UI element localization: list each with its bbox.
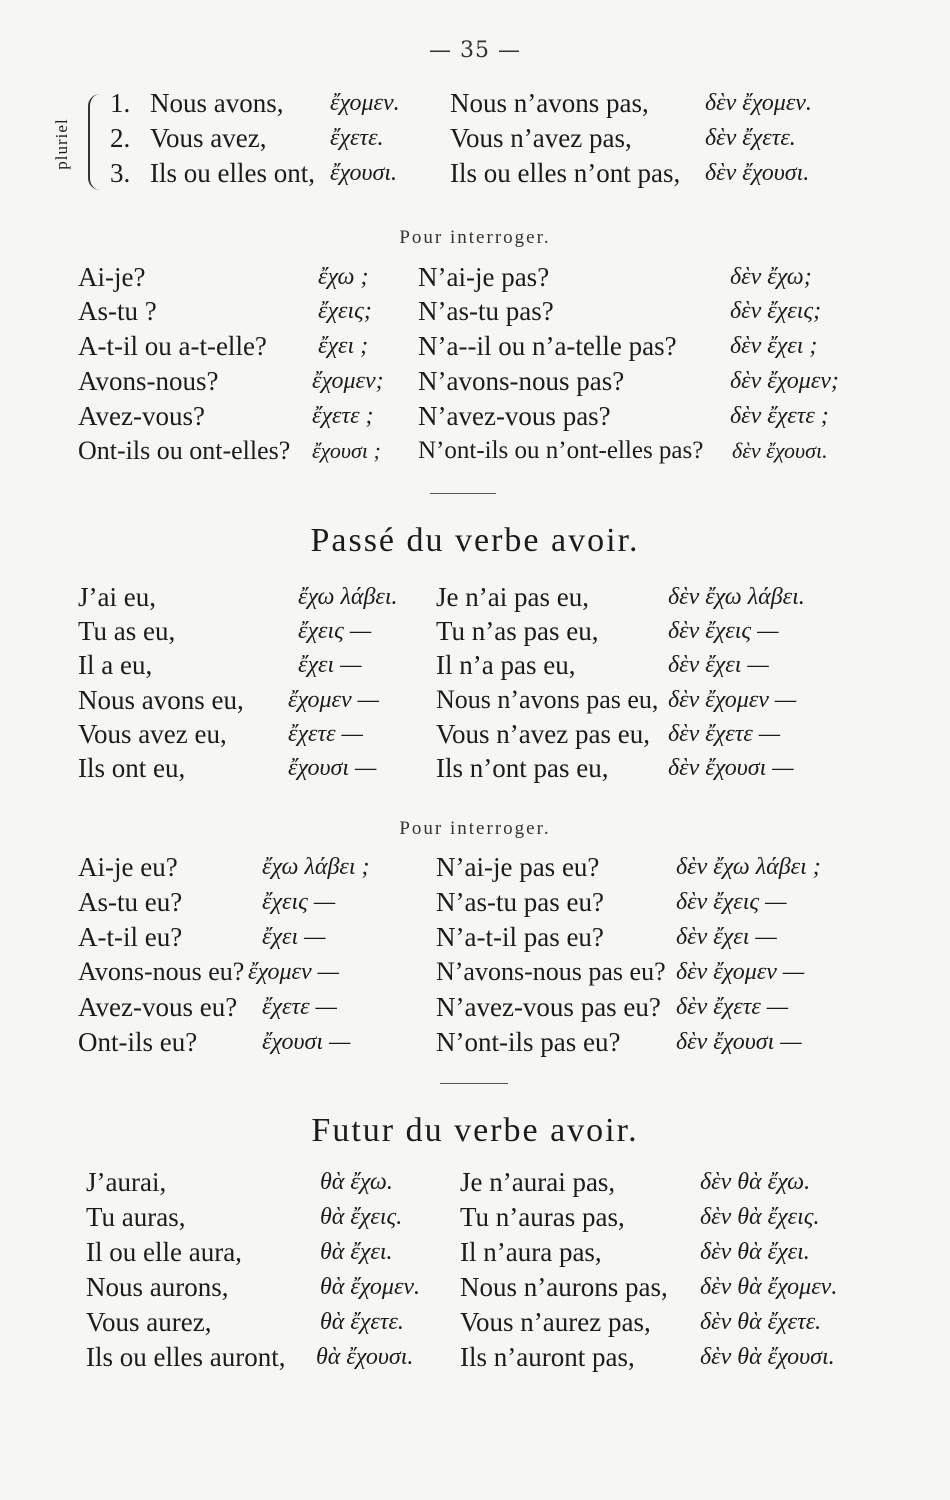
row-number: 2. [110,123,131,153]
greek-negative: δὲν ἔχετε. [705,125,796,151]
french-negative: Tu n’as pas eu, [436,616,599,646]
greek-negative: δὲν ἔχομεν — [668,687,797,713]
french-negative-question: N’a--il ou n’a-telle pas? [418,331,677,361]
section-divider [440,1083,508,1084]
french-form: Ils ou elles ont, [150,158,315,188]
french-form: Nous avons eu, [78,685,244,715]
greek-form: θὰ ἔχουσι. [316,1344,414,1370]
greek-form: ἔχετε. [330,125,384,151]
interrogation-row [0,434,950,468]
greek-form: θὰ ἔχει. [320,1239,393,1265]
present-row [0,86,950,120]
french-question: Ai-je? [78,262,146,292]
french-negative: Il n’aura pas, [460,1237,602,1267]
heading-passe: Passé du verbe avoir. [310,522,640,559]
greek-form: ἔχει — [298,652,362,678]
greek-negative: δὲν θὰ ἔχει. [700,1239,810,1265]
greek-negative-question: δὲν ἔχομεν; [730,368,839,394]
present-row [0,156,950,190]
french-negative-question: N’as-tu pas eu? [436,887,604,917]
french-negative: Je n’aurai pas, [460,1167,616,1197]
greek-negative: δὲν θὰ ἔχουσι. [700,1344,835,1370]
french-negative-question: N’ont-ils ou n’ont-elles pas? [418,437,704,464]
passe-row [0,648,950,682]
french-negative: Ils n’auront pas, [460,1342,635,1372]
french-negative: Ils n’ont pas eu, [436,753,609,783]
greek-question: ἔχουσι — [262,1029,351,1055]
french-form: J’aurai, [86,1167,167,1197]
greek-negative-question: δὲν ἔχετε ; [730,403,829,429]
greek-negative-question: δὲν ἔχουσι — [676,1029,802,1055]
greek-question: ἔχει ; [318,333,369,359]
subheading-pour-interroger: Pour interroger. [399,227,551,248]
greek-form: θὰ ἔχω. [320,1169,393,1195]
french-question: Ont-ils ou ont-elles? [78,436,291,465]
greek-form: ἔχετε — [288,721,363,747]
greek-form: ἔχω λάβει. [298,584,398,610]
french-form: J’ai eu, [78,582,156,612]
interrogation-row [0,885,950,919]
greek-negative-question: δὲν ἔχει ; [730,333,818,359]
french-form: Il a eu, [78,650,153,680]
greek-negative: δὲν ἔχεις — [668,618,779,644]
greek-negative-question: δὲν ἔχετε — [676,994,789,1020]
greek-form: ἔχουσι. [330,160,398,186]
heading-futur: Futur du verbe avoir. [311,1112,639,1149]
passe-row [0,614,950,648]
french-negative: Vous n’aurez pas, [460,1307,651,1337]
greek-question: ἔχετε ; [312,403,374,429]
interrogation-row [0,1025,950,1059]
greek-negative: δὲν θὰ ἔχεις. [700,1204,820,1230]
interrogation-row [0,294,950,328]
greek-question: ἔχω ; [318,264,369,290]
section-divider [430,493,496,494]
row-number: 3. [110,158,131,188]
french-negative: Nous n’aurons pas, [460,1272,668,1302]
greek-form: ἔχομεν. [330,90,400,116]
french-form: Ils ont eu, [78,753,186,783]
french-form: Vous avez eu, [78,719,227,749]
french-question: Avons-nous? [78,366,219,396]
french-form: Ils ou elles auront, [86,1342,286,1372]
greek-question: ἔχεις; [318,298,372,324]
french-negative-question: N’ai-je pas? [418,262,550,292]
greek-negative-question: δὲν ἔχεις; [730,298,822,324]
greek-negative-question: δὲν ἔχεις — [676,889,787,915]
greek-question: ἔχεις — [262,889,336,915]
french-negative: Vous n’avez pas eu, [436,719,650,749]
french-negative: Je n’ai pas eu, [436,582,589,612]
passe-row [0,751,950,785]
french-negative: Il n’a pas eu, [436,650,576,680]
greek-negative: δὲν ἔχουσι — [668,755,794,781]
greek-question: ἔχετε — [262,994,337,1020]
greek-question: ἔχω λάβει ; [262,854,370,880]
french-form: Vous aurez, [86,1307,212,1337]
passe-row [0,717,950,751]
french-negative: Vous n’avez pas, [450,123,632,153]
interrogation-row [0,364,950,398]
passe-row [0,580,950,614]
french-negative-question: N’as-tu pas? [418,296,554,326]
greek-form: ἔχομεν — [288,687,380,713]
french-form: Tu auras, [86,1202,186,1232]
greek-negative-question: δὲν ἔχομεν — [676,959,805,985]
french-form: Tu as eu, [78,616,176,646]
greek-question: ἔχομεν; [312,368,384,394]
french-negative: Ils ou elles n’ont pas, [450,158,681,188]
greek-negative: δὲν ἔχω λάβει. [668,584,805,610]
greek-negative: δὲν ἔχει — [668,652,769,678]
french-negative-question: N’avez-vous pas? [418,401,611,431]
futur-row [0,1340,950,1374]
greek-form: θὰ ἔχεις. [320,1204,403,1230]
interrogation-row [0,260,950,294]
french-form: Vous avez, [150,123,267,153]
futur-row [0,1305,950,1339]
greek-negative: δὲν ἔχετε — [668,721,781,747]
french-form: Il ou elle aura, [86,1237,242,1267]
french-question: As-tu ? [78,296,157,326]
interrogation-row [0,920,950,954]
french-form: Nous avons, [150,88,284,118]
greek-negative: δὲν ἔχουσι. [705,160,810,186]
greek-question: ἔχομεν — [248,959,340,985]
french-form: Nous aurons, [86,1272,229,1302]
french-question: A-t-il ou a-t-elle? [78,331,267,361]
greek-negative-question: δὲν ἔχουσι. [732,438,828,463]
greek-negative-question: δὲν ἔχω; [730,264,812,290]
french-negative-question: N’avons-nous pas eu? [436,957,666,986]
french-question: A-t-il eu? [78,922,183,952]
futur-row [0,1235,950,1269]
french-question: Avons-nous eu? [78,957,245,986]
french-negative: Tu n’auras pas, [460,1202,625,1232]
interrogation-row [0,990,950,1024]
greek-negative: δὲν ἔχομεν. [705,90,812,116]
greek-negative: δὲν θὰ ἔχομεν. [700,1274,838,1300]
french-negative-question: N’avez-vous pas eu? [436,992,661,1022]
interrogation-row [0,955,950,989]
greek-form: ἔχεις — [298,618,372,644]
greek-negative: δὲν θὰ ἔχετε. [700,1309,822,1335]
row-number: 1. [110,88,131,118]
futur-row [0,1200,950,1234]
greek-question: ἔχουσι ; [312,438,381,463]
french-question: Ont-ils eu? [78,1027,198,1057]
subheading-pour-interroger: Pour interroger. [399,818,551,839]
present-row [0,121,950,155]
french-negative-question: N’ai-je pas eu? [436,852,600,882]
french-question: As-tu eu? [78,887,183,917]
interrogation-row [0,850,950,884]
greek-negative: δὲν θὰ ἔχω. [700,1169,811,1195]
greek-form: θὰ ἔχετε. [320,1309,404,1335]
french-question: Avez-vous? [78,401,205,431]
page-number: — 35 — [429,38,521,63]
futur-row [0,1270,950,1304]
french-negative-question: N’a-t-il pas eu? [436,922,604,952]
french-negative-question: N’ont-ils pas eu? [436,1027,621,1057]
french-negative: Nous n’avons pas, [450,88,649,118]
greek-negative-question: δὲν ἔχει — [676,924,777,950]
interrogation-row [0,329,950,363]
greek-form: ἔχουσι — [288,755,377,781]
french-negative-question: N’avons-nous pas? [418,366,625,396]
greek-form: θὰ ἔχομεν. [320,1274,421,1300]
french-negative: Nous n’avons pas eu, [436,685,659,714]
french-question: Avez-vous eu? [78,992,238,1022]
passe-row [0,683,950,717]
greek-negative-question: δὲν ἔχω λάβει ; [676,854,821,880]
greek-question: ἔχει — [262,924,326,950]
futur-row [0,1165,950,1199]
french-question: Ai-je eu? [78,852,178,882]
interrogation-row [0,399,950,433]
pluriel-label: pluriel [52,118,71,170]
